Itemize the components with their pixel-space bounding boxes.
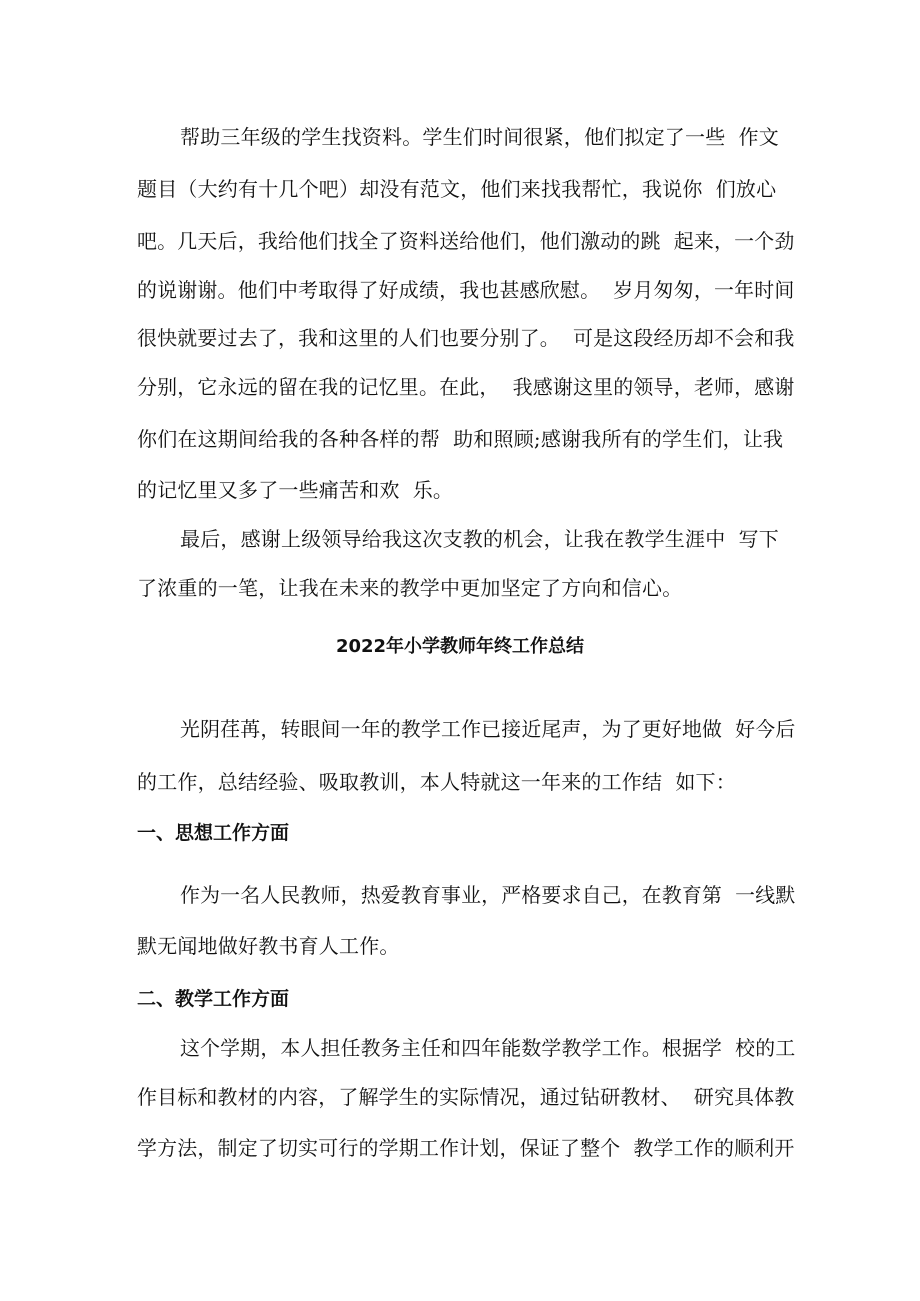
paragraph-line: 默无闻地做好教书育人工作。 bbox=[137, 934, 400, 958]
paragraph-line: 你们在这期间给我的各种各样的帮 助和照顾;感谢我所有的学生们，让我 bbox=[137, 427, 784, 451]
paragraph-line: 学方法，制定了切实可行的学期工作计划，保证了整个 教学工作的顺利开 bbox=[137, 1136, 795, 1160]
paragraph-line: 的记忆里又多了一些痛苦和欢 乐。 bbox=[137, 478, 454, 502]
section-heading: 二、教学工作方面 bbox=[137, 988, 290, 1010]
document-title: 2022年小学教师年终工作总结 bbox=[335, 636, 585, 657]
paragraph-line: 作目标和教材的内容，了解学生的实际情况，通过钻研教材、 研究具体教 bbox=[137, 1085, 795, 1109]
paragraph-line: 光阴荏苒，转眼间一年的教学工作已接近尾声，为了更好地做 好今后 bbox=[180, 717, 796, 741]
paragraph-line: 最后，感谢上级领导给我这次支教的机会，让我在教学生涯中 写下 bbox=[180, 527, 779, 551]
paragraph-line: 吧。几天后，我给他们找全了资料送给他们，他们激动的跳 起来，一个劲 bbox=[137, 229, 795, 253]
paragraph-line: 作为一名人民教师，热爱教育事业，严格要求自己，在教育第 一线默 bbox=[180, 883, 796, 907]
paragraph-line: 这个学期，本人担任教务主任和四年能数学教学工作。根据学 校的工 bbox=[180, 1036, 796, 1060]
paragraph-line: 的工作，总结经验、吸取教训，本人特就这一年来的工作结 如下： bbox=[137, 770, 736, 794]
paragraph-line: 帮助三年级的学生找资料。学生们时间很紧，他们拟定了一些 作文 bbox=[180, 125, 779, 149]
section-heading: 一、思想工作方面 bbox=[137, 822, 290, 844]
paragraph-line: 了浓重的一笔，让我在未来的教学中更加坚定了方向和信心。 bbox=[137, 576, 683, 600]
paragraph-line: 很快就要过去了，我和这里的人们也要分别了。 可是这段经历却不会和我 bbox=[137, 326, 795, 350]
paragraph-line: 分别，它永远的留在我的记忆里。在此， 我感谢这里的领导，老师，感谢 bbox=[137, 375, 795, 399]
paragraph-line: 的说谢谢。他们中考取得了好成绩，我也甚感欣慰。 岁月匆匆，一年时间 bbox=[137, 278, 795, 302]
paragraph-line: 题目（大约有十几个吧）却没有范文，他们来找我帮忙，我说你 们放心 bbox=[137, 177, 777, 201]
